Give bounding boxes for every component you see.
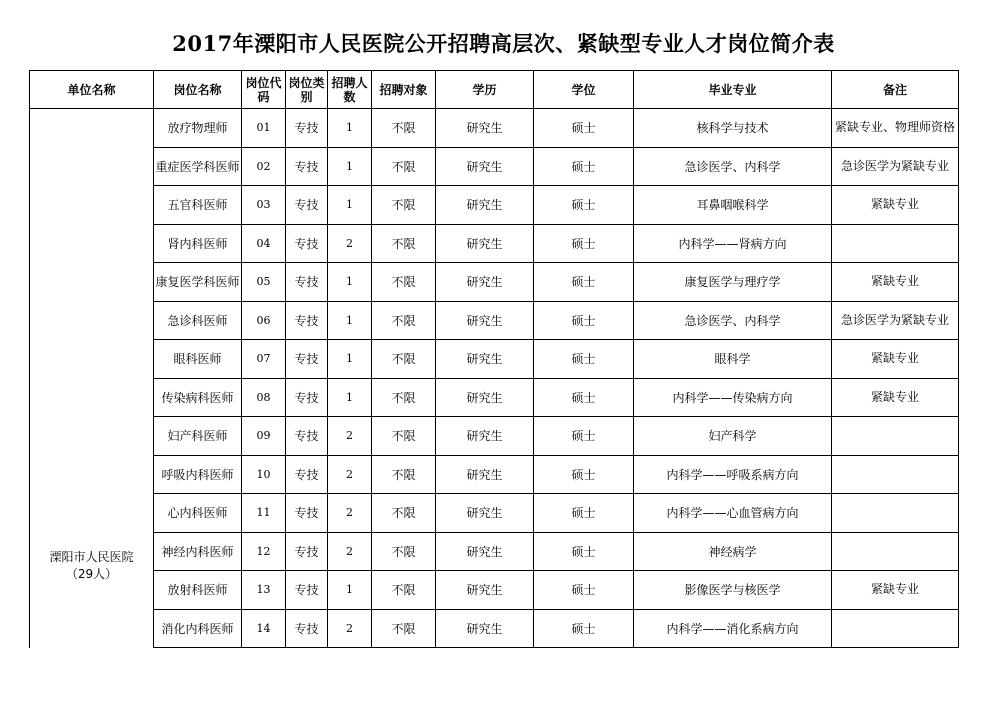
note-cell: 紧缺专业 — [832, 571, 959, 610]
code-cell: 01 — [242, 109, 286, 148]
position-cell: 五官科医师 — [154, 186, 242, 225]
count-cell: 1 — [328, 147, 372, 186]
header-position: 岗位名称 — [154, 71, 242, 109]
major-cell: 影像医学与核医学 — [634, 571, 832, 610]
education-cell: 研究生 — [436, 571, 534, 610]
position-cell: 心内科医师 — [154, 494, 242, 533]
target-cell: 不限 — [372, 263, 436, 302]
count-cell: 1 — [328, 109, 372, 148]
note-cell — [832, 532, 959, 571]
note-cell: 紧缺专业 — [832, 378, 959, 417]
degree-cell: 硕士 — [534, 494, 634, 533]
code-cell: 02 — [242, 147, 286, 186]
degree-cell: 硕士 — [534, 263, 634, 302]
target-cell: 不限 — [372, 147, 436, 186]
code-cell: 07 — [242, 340, 286, 379]
category-cell: 专技 — [286, 186, 328, 225]
category-cell: 专技 — [286, 340, 328, 379]
table-row — [30, 494, 959, 533]
position-cell: 妇产科医师 — [154, 417, 242, 456]
major-cell: 内科学——心血管病方向 — [634, 494, 832, 533]
count-cell: 2 — [328, 532, 372, 571]
table-row — [30, 224, 959, 263]
major-cell: 急诊医学、内科学 — [634, 147, 832, 186]
education-cell: 研究生 — [436, 263, 534, 302]
education-cell: 研究生 — [436, 532, 534, 571]
note-cell: 紧缺专业、物理师资格 — [832, 109, 959, 148]
position-cell: 消化内科医师 — [154, 609, 242, 648]
education-cell: 研究生 — [436, 109, 534, 148]
position-cell: 神经内科医师 — [154, 532, 242, 571]
target-cell: 不限 — [372, 494, 436, 533]
degree-cell: 硕士 — [534, 417, 634, 456]
note-cell — [832, 494, 959, 533]
degree-cell: 硕士 — [534, 301, 634, 340]
note-cell: 紧缺专业 — [832, 340, 959, 379]
count-cell: 2 — [328, 455, 372, 494]
header-count: 招聘人数 — [328, 71, 372, 109]
code-cell: 03 — [242, 186, 286, 225]
education-cell: 研究生 — [436, 609, 534, 648]
table-row — [30, 455, 959, 494]
note-cell — [832, 417, 959, 456]
degree-cell: 硕士 — [534, 532, 634, 571]
target-cell: 不限 — [372, 455, 436, 494]
positions-table — [29, 70, 959, 648]
education-cell: 研究生 — [436, 455, 534, 494]
position-cell: 放射科医师 — [154, 571, 242, 610]
unit-total: （29人） — [65, 567, 118, 581]
target-cell: 不限 — [372, 301, 436, 340]
major-cell: 急诊医学、内科学 — [634, 301, 832, 340]
code-cell: 11 — [242, 494, 286, 533]
target-cell: 不限 — [372, 417, 436, 456]
header-code: 岗位代码 — [242, 71, 286, 109]
header-education: 学历 — [436, 71, 534, 109]
education-cell: 研究生 — [436, 224, 534, 263]
degree-cell: 硕士 — [534, 109, 634, 148]
major-cell: 内科学——呼吸系病方向 — [634, 455, 832, 494]
table-row — [30, 301, 959, 340]
count-cell: 1 — [328, 571, 372, 610]
header-row — [30, 71, 959, 109]
category-cell: 专技 — [286, 417, 328, 456]
position-cell: 康复医学科医师 — [154, 263, 242, 302]
note-cell: 紧缺专业 — [832, 186, 959, 225]
header-category: 岗位类别 — [286, 71, 328, 109]
degree-cell: 硕士 — [534, 455, 634, 494]
code-cell: 05 — [242, 263, 286, 302]
table-row — [30, 532, 959, 571]
category-cell: 专技 — [286, 301, 328, 340]
major-cell: 耳鼻咽喉科学 — [634, 186, 832, 225]
major-cell: 内科学——肾病方向 — [634, 224, 832, 263]
education-cell: 研究生 — [436, 340, 534, 379]
education-cell: 研究生 — [436, 147, 534, 186]
count-cell: 2 — [328, 417, 372, 456]
table-row — [30, 109, 959, 148]
table-row — [30, 147, 959, 186]
position-cell: 呼吸内科医师 — [154, 455, 242, 494]
education-cell: 研究生 — [436, 378, 534, 417]
code-cell: 12 — [242, 532, 286, 571]
note-cell: 急诊医学为紧缺专业 — [832, 147, 959, 186]
note-cell — [832, 455, 959, 494]
table-row — [30, 609, 959, 648]
count-cell: 1 — [328, 378, 372, 417]
code-cell: 13 — [242, 571, 286, 610]
header-target: 招聘对象 — [372, 71, 436, 109]
target-cell: 不限 — [372, 378, 436, 417]
page-title: 2017年溧阳市人民医院公开招聘高层次、紧缺型专业人才岗位简介表 — [172, 31, 835, 56]
count-cell: 2 — [328, 224, 372, 263]
degree-cell: 硕士 — [534, 378, 634, 417]
table-row — [30, 417, 959, 456]
table-row — [30, 571, 959, 610]
target-cell: 不限 — [372, 609, 436, 648]
degree-cell: 硕士 — [534, 340, 634, 379]
count-cell: 1 — [328, 186, 372, 225]
count-cell: 1 — [328, 340, 372, 379]
target-cell: 不限 — [372, 571, 436, 610]
note-cell: 紧缺专业 — [832, 263, 959, 302]
code-cell: 09 — [242, 417, 286, 456]
code-cell: 04 — [242, 224, 286, 263]
major-cell: 核科学与技术 — [634, 109, 832, 148]
header-degree: 学位 — [534, 71, 634, 109]
category-cell: 专技 — [286, 263, 328, 302]
category-cell: 专技 — [286, 609, 328, 648]
education-cell: 研究生 — [436, 417, 534, 456]
target-cell: 不限 — [372, 186, 436, 225]
education-cell: 研究生 — [436, 186, 534, 225]
position-cell: 重症医学科医师 — [154, 147, 242, 186]
count-cell: 1 — [328, 263, 372, 302]
count-cell: 1 — [328, 301, 372, 340]
header-major: 毕业专业 — [634, 71, 832, 109]
major-cell: 神经病学 — [634, 532, 832, 571]
major-cell: 眼科学 — [634, 340, 832, 379]
target-cell: 不限 — [372, 224, 436, 263]
table-row — [30, 378, 959, 417]
target-cell: 不限 — [372, 340, 436, 379]
note-cell: 急诊医学为紧缺专业 — [832, 301, 959, 340]
major-cell: 康复医学与理疗学 — [634, 263, 832, 302]
code-cell: 10 — [242, 455, 286, 494]
degree-cell: 硕士 — [534, 609, 634, 648]
major-cell: 妇产科学 — [634, 417, 832, 456]
category-cell: 专技 — [286, 571, 328, 610]
major-cell: 内科学——传染病方向 — [634, 378, 832, 417]
count-cell: 2 — [328, 494, 372, 533]
category-cell: 专技 — [286, 532, 328, 571]
category-cell: 专技 — [286, 378, 328, 417]
unit-cell — [30, 109, 154, 648]
target-cell: 不限 — [372, 532, 436, 571]
code-cell: 08 — [242, 378, 286, 417]
education-cell: 研究生 — [436, 301, 534, 340]
position-cell: 眼科医师 — [154, 340, 242, 379]
degree-cell: 硕士 — [534, 147, 634, 186]
category-cell: 专技 — [286, 109, 328, 148]
code-cell: 06 — [242, 301, 286, 340]
note-cell — [832, 224, 959, 263]
note-cell — [832, 609, 959, 648]
degree-cell: 硕士 — [534, 224, 634, 263]
category-cell: 专技 — [286, 147, 328, 186]
category-cell: 专技 — [286, 455, 328, 494]
education-cell: 研究生 — [436, 494, 534, 533]
code-cell: 14 — [242, 609, 286, 648]
count-cell: 2 — [328, 609, 372, 648]
position-cell: 放疗物理师 — [154, 109, 242, 148]
header-unit: 单位名称 — [30, 71, 154, 109]
category-cell: 专技 — [286, 494, 328, 533]
degree-cell: 硕士 — [534, 571, 634, 610]
position-cell: 传染病科医师 — [154, 378, 242, 417]
position-cell: 肾内科医师 — [154, 224, 242, 263]
header-note: 备注 — [832, 71, 959, 109]
category-cell: 专技 — [286, 224, 328, 263]
target-cell: 不限 — [372, 109, 436, 148]
degree-cell: 硕士 — [534, 186, 634, 225]
table-row — [30, 263, 959, 302]
unit-name: 溧阳市人民医院 — [49, 550, 134, 564]
table-row — [30, 340, 959, 379]
major-cell: 内科学——消化系病方向 — [634, 609, 832, 648]
table-row — [30, 186, 959, 225]
position-cell: 急诊科医师 — [154, 301, 242, 340]
